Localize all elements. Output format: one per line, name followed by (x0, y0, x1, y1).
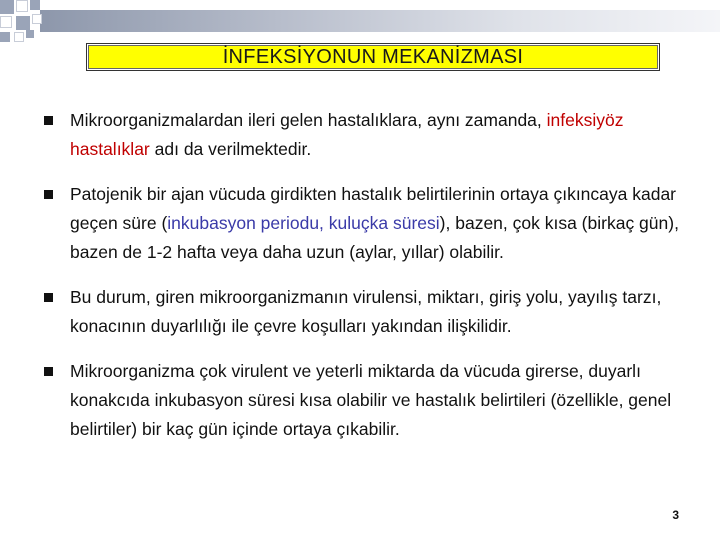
corner-square (26, 30, 34, 38)
bullet-item (40, 283, 700, 341)
square-bullet-icon (44, 367, 53, 376)
bullet-text-segment: ), bazen, çok kısa (birkaç gün), bazen de 1-2 hafta veya daha uzun (aylar, yıllar) olabilir. (70, 213, 679, 262)
square-bullet-icon (44, 293, 53, 302)
corner-square (0, 0, 14, 14)
page-number: 3 (672, 508, 679, 522)
corner-square (14, 32, 24, 42)
square-bullet-icon (44, 190, 53, 199)
corner-square (16, 16, 30, 30)
bullet-text-segment: adı da verilmektedir. (149, 139, 312, 159)
bullet-text (70, 184, 679, 262)
corner-square (32, 14, 42, 24)
bullet-text-segment: Patojenik bir ajan vücuda girdikten hastalık belirtilerinin ortaya çıkıncaya kadar geçen süre ( (70, 184, 677, 233)
slide-title-banner (86, 43, 660, 71)
bullet-text-segment: infeksiyöz hastalıklar (70, 110, 624, 159)
corner-square (0, 32, 10, 42)
bullet-text (70, 110, 623, 159)
square-bullet-icon (44, 116, 53, 125)
top-gradient-bar (40, 10, 720, 32)
bullet-item (40, 180, 700, 267)
corner-square (0, 16, 12, 28)
bullet-text (70, 361, 671, 439)
corner-square (30, 0, 40, 10)
bullet-text-segment: Mikroorganizmalardan ileri gelen hastalıklara, aynı zamanda, (70, 110, 547, 130)
bullet-text-segment: Mikroorganizma çok virulent ve yeterli miktarda da vücuda girerse, duyarlı konakcıda inkubasyon süresi kısa olabilir ve hastalık belirtileri (özellikle, genel belirtiler) bir kaç gün içinde ortaya çıkabilir. (70, 361, 672, 439)
bullet-list (40, 106, 700, 460)
corner-square (16, 0, 28, 12)
bullet-text-segment: Bu durum, giren mikroorganizmanın virulensi, miktarı, giriş yolu, yayılış tarzı, konacının duyarlılığı ile çevre koşulları yakından ilişkilidir. (70, 287, 662, 336)
slide-title: İNFEKSİYONUN MEKANİZMASI (222, 45, 524, 68)
bullet-text-segment: inkubasyon periodu, kuluçka süresi (167, 213, 440, 233)
bullet-item (40, 106, 700, 164)
bullet-item (40, 357, 700, 444)
bullet-text (70, 287, 661, 336)
